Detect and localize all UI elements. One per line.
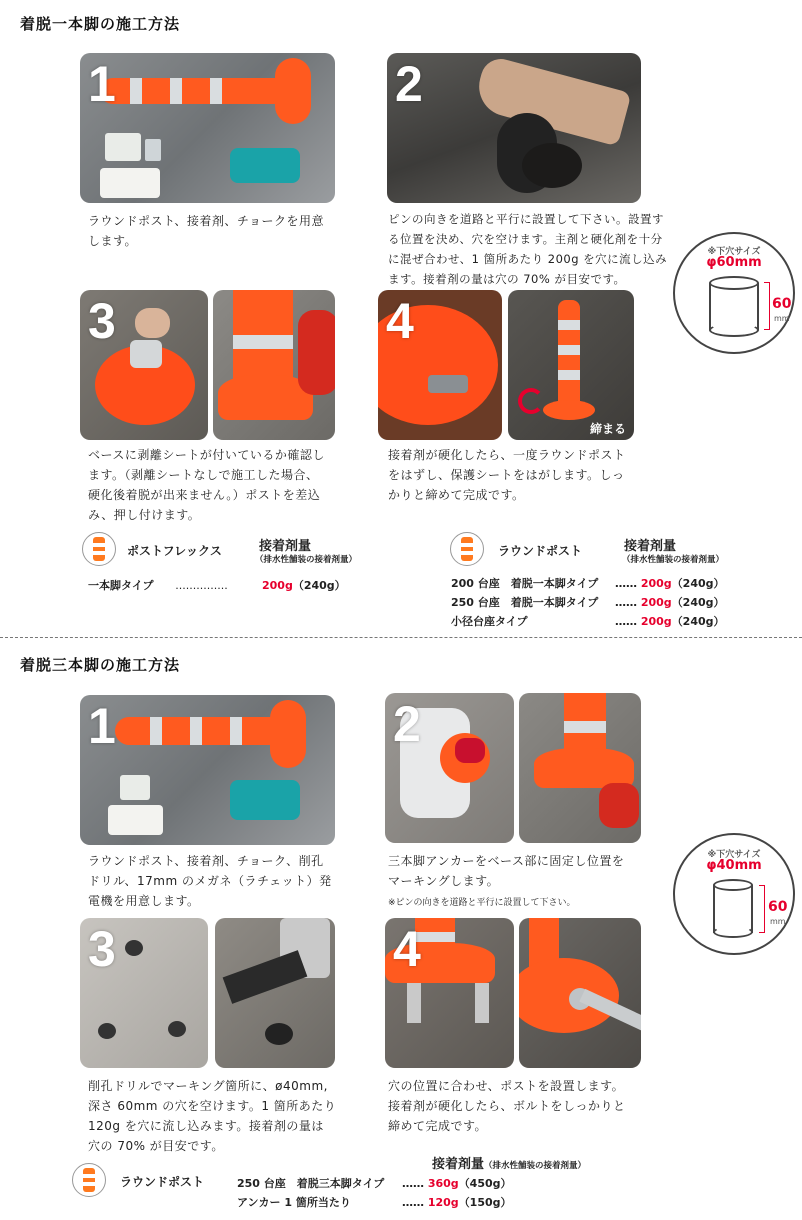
s2-row-1: 250 台座 着脱三本脚タイプ — [237, 1177, 385, 1190]
section2-title: 着脱三本脚の施工方法 — [20, 656, 181, 674]
step3-number: 3 — [88, 293, 116, 349]
s2-step1-number: 1 — [88, 698, 116, 754]
step3-photo-b — [213, 290, 335, 440]
postflex-name: ポストフレックス — [127, 544, 222, 558]
s2-row-1-value: …… 360g（450g） — [402, 1177, 512, 1190]
step1-caption: ラウンドポスト、接着剤、チョークを用意 します。 — [88, 214, 325, 248]
s2-step2-photo-b — [519, 693, 641, 843]
step4-number: 4 — [386, 293, 414, 349]
hole-diameter-2: φ40mm — [706, 858, 762, 873]
postflex-amount-sub: （排水性舗装の接着剤量） — [255, 555, 358, 565]
step2-caption: ピンの向きを道路と平行に設置して下さい。設置す る位置を決め、穴を空けます。主剤と硬化剤を十分 に混ぜ合わせ、1 箇所あたり 200g を穴に流し込み ます。接着剤の量は穴の 70% が目安です。 — [388, 212, 668, 286]
roundpost-icon-2 — [72, 1163, 106, 1197]
section1-title: 着脱一本脚の施工方法 — [20, 15, 181, 33]
s2-step2-note: ※ピンの向きを道路と平行に設置して下さい。 — [388, 898, 576, 908]
s2-step1-caption: ラウンドポスト、接着剤、チョーク、削孔 ドリル、17mm のメガネ（ラチェット）発 電機を用意します。 — [88, 854, 332, 908]
roundpost-amount-header: 接着剤量 — [624, 539, 677, 554]
postflex-amount-header: 接着剤量 — [259, 539, 312, 554]
hole-size-label: ※下穴サイズ — [707, 247, 761, 257]
s2-step2-number: 2 — [393, 696, 421, 752]
roundpost-amount-header-2: 接着剤量（排水性舗装の接着剤量） — [432, 1157, 587, 1172]
s2-step4-photo-a — [385, 918, 514, 1068]
s2-step4-photo-b — [519, 918, 641, 1068]
step2-number: 2 — [395, 56, 423, 112]
postflex-row-value: 200g（240g） — [262, 579, 346, 592]
hole-diameter: φ60mm — [706, 255, 762, 270]
hole-size-label-2: ※下穴サイズ — [707, 850, 761, 860]
hole-depth: 60 — [772, 296, 792, 312]
postflex-icon — [82, 532, 116, 566]
roundpost-row-3: 小径台座タイプ — [451, 615, 528, 628]
s2-step1-photo — [80, 695, 335, 845]
s2-row-2-value: …… 120g（150g） — [402, 1196, 512, 1209]
hole-depth-2: 60 — [768, 899, 788, 915]
hole-size-figure-60 — [673, 232, 795, 354]
roundpost-amount-sub: （排水性舗装の接着剤量） — [622, 555, 725, 565]
step2-photo — [387, 53, 641, 203]
step4-photo-b — [508, 290, 634, 440]
step3-caption: ベースに剥離シートが付いているか確認し ます。（剥離シートなしで施工した場合、 硬化後着脱が出来ません。）ポストを差込 み、押し付けます。 — [88, 448, 325, 522]
tighten-label: 締まる — [590, 422, 627, 436]
postflex-row: 一本脚タイプ ............... — [88, 579, 228, 592]
hole-size-figure-40 — [673, 833, 795, 955]
s2-step4-number: 4 — [393, 921, 421, 977]
s2-step4-caption: 穴の位置に合わせ、ポストを設置します。 接着剤が硬化したら、ボルトをしっかりと 締めて完成です。 — [388, 1079, 626, 1133]
roundpost-icon — [450, 532, 484, 566]
step4-photo-a — [378, 290, 502, 440]
s2-step3-number: 3 — [88, 921, 116, 977]
roundpost-row-1-value: …… 200g（240g） — [615, 577, 725, 590]
roundpost-row-1: 200 台座 着脱一本脚タイプ — [451, 577, 599, 590]
hole-depth-unit-2: mm — [770, 917, 786, 926]
roundpost-row-2: 250 台座 着脱一本脚タイプ — [451, 596, 599, 609]
roundpost-name-2: ラウンドポスト — [120, 1175, 205, 1189]
rotate-arrow-icon — [518, 388, 544, 414]
section-divider — [0, 637, 802, 638]
hole-depth-unit: mm — [774, 314, 790, 323]
step1-number: 1 — [88, 56, 116, 112]
s2-step3-photo-a — [80, 918, 208, 1068]
roundpost-row-2-value: …… 200g（240g） — [615, 596, 725, 609]
s2-step2-caption: 三本脚アンカーをベース部に固定し位置を マーキングします。 — [388, 854, 625, 888]
step4-caption: 接着剤が硬化したら、一度ラウンドポスト をはずし、保護シートをはがします。しっ かりと締めて完成です。 — [388, 448, 626, 502]
step1-photo — [80, 53, 335, 203]
step3-photo-a — [80, 290, 208, 440]
s2-row-2: アンカー 1 箇所当たり — [237, 1196, 351, 1209]
roundpost-row-3-value: …… 200g（240g） — [615, 615, 725, 628]
s2-step3-caption: 削孔ドリルでマーキング箇所に、ø40mm, 深さ 60mm の穴を空けます。1 箇所あたり 120g を穴に流し込みます。接着剤の量は 穴の 70% が目安です。 — [88, 1079, 337, 1153]
s2-step2-photo-a — [385, 693, 514, 843]
s2-step3-photo-b — [215, 918, 335, 1068]
roundpost-name: ラウンドポスト — [498, 544, 583, 558]
